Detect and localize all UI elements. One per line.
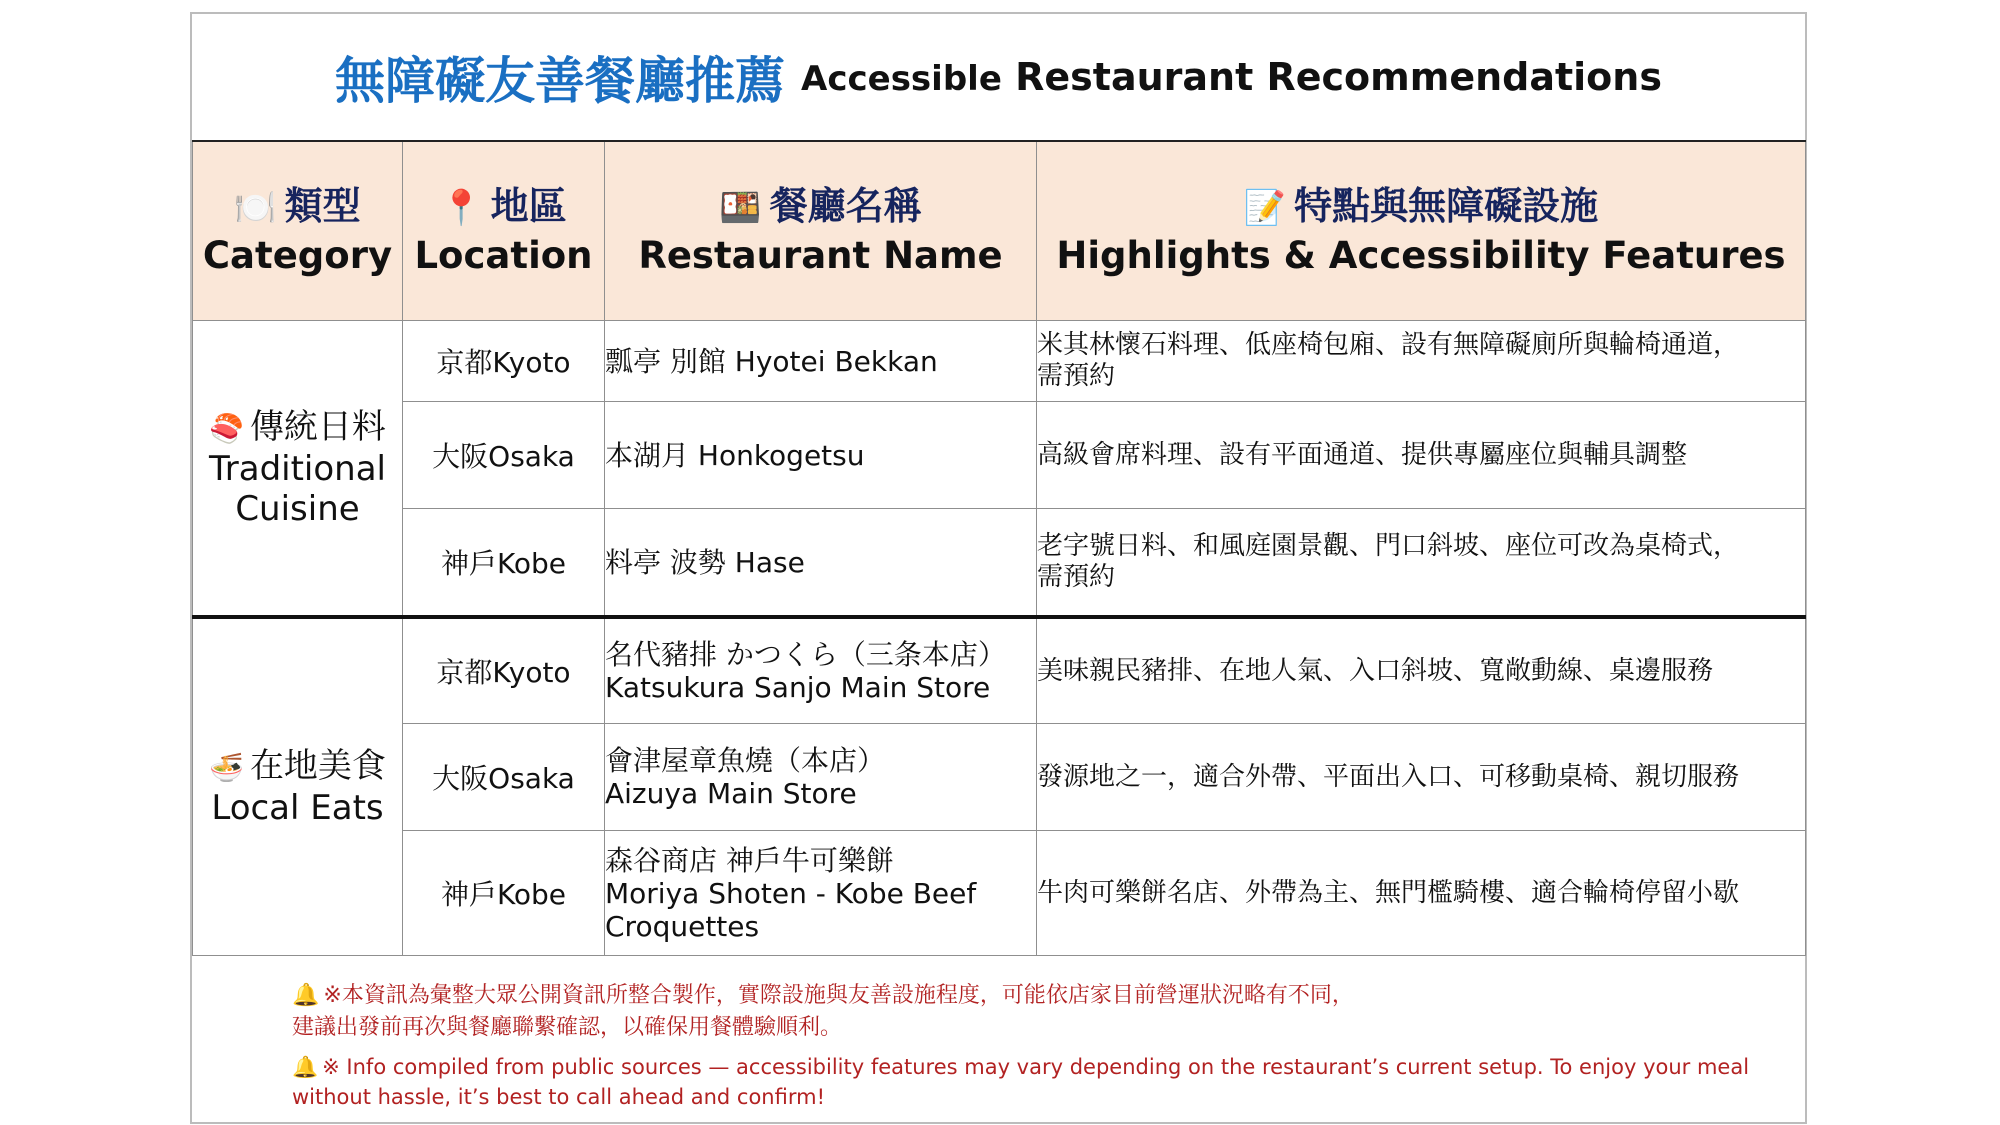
note-english: [292, 1052, 1772, 1112]
table-row: [193, 402, 1806, 509]
table-row: [193, 509, 1806, 618]
category-en-line2: Cuisine: [235, 489, 360, 529]
category-en-line1: Local Eats: [211, 788, 384, 828]
memo-icon: 📝: [1243, 188, 1287, 228]
restaurant-name-cell: [605, 509, 1037, 618]
table-header-row: [193, 141, 1806, 321]
title-bar: [192, 14, 1805, 140]
features-line: 美味親民豬排、在地人氣、入口斜坡、寬敞動線、桌邊服務: [1037, 655, 1714, 686]
header-highlights-en: Highlights & Accessibility Features: [1056, 234, 1786, 277]
restaurant-name-en: Aizuya Main Store: [605, 777, 857, 810]
location-cell: 神戶Kobe: [403, 509, 605, 618]
features-line: 米其林懷石料理、低座椅包廂、設有無障礙廁所與輪椅通道，: [1037, 330, 1740, 360]
features-line: 需預約: [1037, 562, 1116, 592]
category-zh: 在地美食: [249, 746, 386, 786]
recommendation-card: [190, 12, 1807, 1124]
restaurant-name: 瓢亭 別館 Hyotei Bekkan: [605, 344, 938, 378]
category-en-line1: Traditional: [208, 449, 387, 489]
restaurant-name-cell: [605, 617, 1037, 724]
noodle-bowl-icon: 🍜: [209, 751, 244, 784]
header-category-zh: 類型: [284, 184, 361, 228]
note-en-line1: ※ Info compiled from public sources — accessibility features may vary depending on the restaurant’s current setup. To enjoy your meal: [322, 1055, 1750, 1079]
category-local-eats: [193, 617, 403, 956]
map-pin-icon: 📍: [440, 188, 483, 228]
note-chinese: [292, 980, 1772, 1044]
note-zh-line2: 建議出發前再次與餐廳聯繫確認，以確保用餐體驗順利。: [292, 1015, 843, 1040]
restaurant-name-cell: [605, 402, 1037, 509]
features-line: 需預約: [1037, 361, 1116, 391]
restaurant-name-cell: [605, 321, 1037, 402]
features-cell: [1037, 831, 1806, 956]
location-cell: 神戶Kobe: [403, 831, 605, 956]
features-line: 老字號日料、和風庭園景觀、門口斜坡、座位可改為桌椅式，: [1037, 531, 1740, 561]
header-location-zh: 地區: [490, 184, 567, 228]
header-category: [193, 141, 403, 321]
features-cell: [1037, 724, 1806, 831]
features-line: 發源地之一，適合外帶、平面出入口、可移動桌椅、親切服務: [1037, 761, 1740, 792]
sushi-icon: 🍣: [209, 412, 244, 445]
restaurant-name: 會津屋章魚燒（本店）: [605, 744, 886, 777]
header-category-en: Category: [202, 234, 393, 277]
location-cell: 京都Kyoto: [403, 617, 605, 724]
features-cell: [1037, 617, 1806, 724]
table-row: [193, 617, 1806, 724]
restaurant-name-cell: [605, 831, 1037, 956]
restaurant-name-cell: [605, 724, 1037, 831]
header-highlights: [1037, 141, 1806, 321]
table-row: [193, 831, 1806, 956]
header-location: [403, 141, 605, 321]
restaurant-name: 料亭 波勢 Hase: [605, 545, 805, 579]
bento-box-icon: 🍱: [719, 188, 762, 228]
header-highlights-zh: 特點與無障礙設施: [1294, 184, 1599, 228]
note-en-line2: without hassle, it’s best to call ahead and confirm!: [292, 1085, 825, 1109]
features-line: 牛肉可樂餅名店、外帶為主、無門檻騎樓、適合輪椅停留小歇: [1037, 877, 1740, 908]
plate-cutlery-icon: 🍽️: [234, 188, 277, 228]
category-traditional: [193, 321, 403, 618]
location-cell: 京都Kyoto: [403, 321, 605, 402]
title-english-main: Restaurant Recommendations: [1015, 55, 1662, 99]
restaurant-name-en: Katsukura Sanjo Main Store: [605, 671, 991, 704]
title-english: [801, 55, 1662, 99]
bell-icon: 🔔: [292, 983, 320, 1008]
restaurant-name-en: Croquettes: [605, 909, 760, 943]
restaurant-table: [192, 140, 1806, 956]
bell-icon: 🔔: [292, 1055, 319, 1079]
header-name-en: Restaurant Name: [638, 234, 1003, 277]
title-chinese: 無障礙友善餐廳推薦: [335, 52, 786, 110]
header-restaurant-name: [605, 141, 1037, 321]
table-row: [193, 321, 1806, 402]
title-english-prefix: Accessible: [801, 59, 1002, 99]
header-location-en: Location: [414, 234, 593, 277]
features-cell: [1037, 402, 1806, 509]
features-line: 高級會席料理、設有平面通道、提供專屬座位與輔具調整: [1037, 439, 1688, 470]
table-row: [193, 724, 1806, 831]
features-cell: [1037, 509, 1806, 618]
features-cell: [1037, 321, 1806, 402]
restaurant-name: 名代豬排 かつくら（三条本店）: [605, 638, 1006, 671]
note-zh-line1: ※本資訊為彙整大眾公開資訊所整合製作，實際設施與友善設施程度，可能依店家目前營運狀況略有不同，: [323, 983, 1354, 1008]
restaurant-name: 森谷商店 神戶牛可樂餅: [605, 843, 894, 877]
location-cell: 大阪Osaka: [403, 724, 605, 831]
category-zh: 傳統日料: [249, 407, 386, 447]
restaurant-name: 本湖月 Honkogetsu: [605, 438, 865, 472]
location-cell: 大阪Osaka: [403, 402, 605, 509]
disclaimer-notes: [292, 980, 1772, 1112]
header-name-zh: 餐廳名稱: [769, 184, 922, 228]
restaurant-name-en: Moriya Shoten - Kobe Beef: [605, 876, 977, 910]
